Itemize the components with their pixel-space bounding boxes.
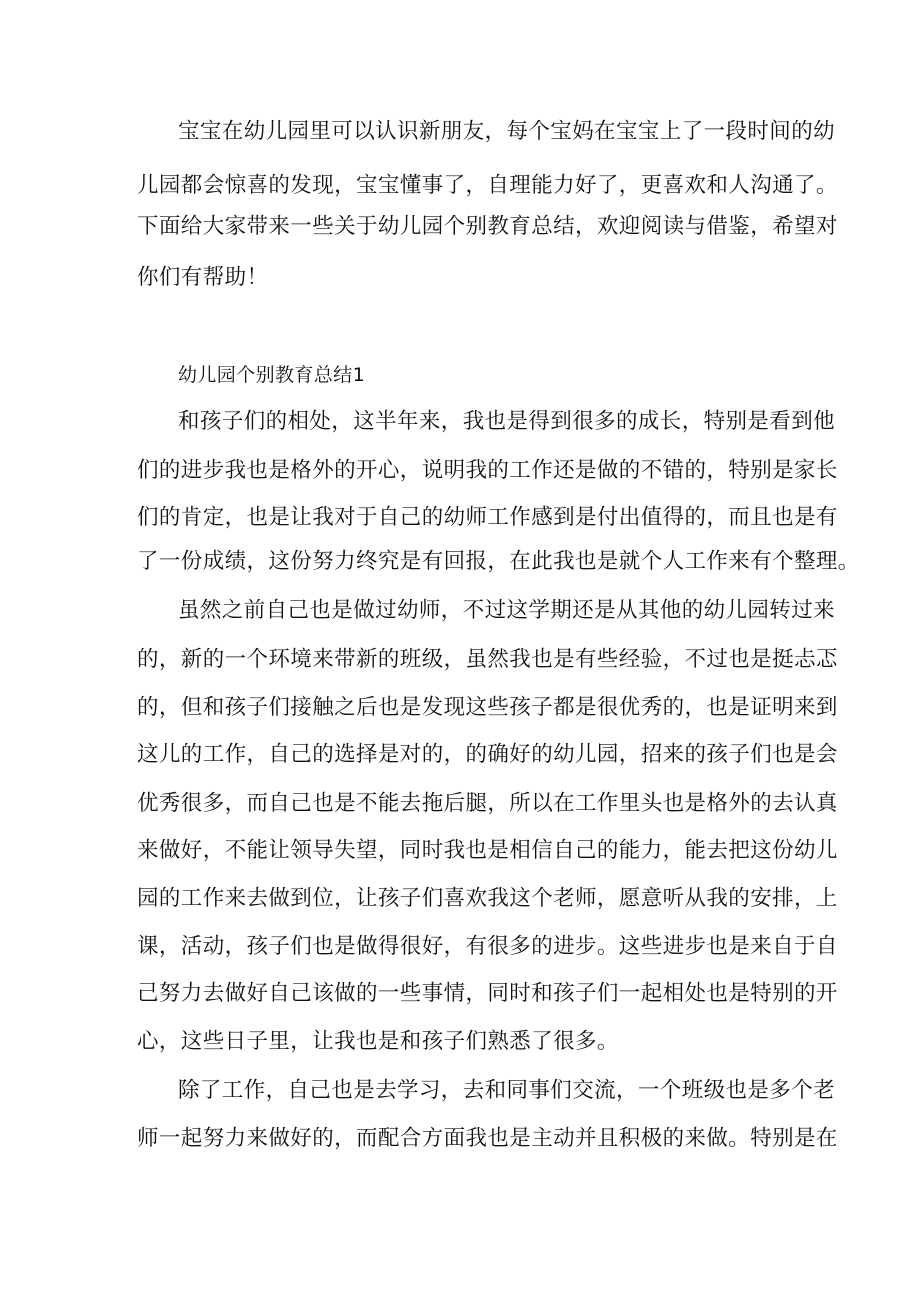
text-line: 们的进步我也是格外的开心，说明我的工作还是做的不错的，特别是家长 — [137, 458, 838, 483]
text-line: 的，新的一个环境来带新的班级，虽然我也是有些经验，不过也是挺忐忑 — [137, 647, 838, 672]
text-line: 下面给大家带来一些关于幼儿园个别教育总结，欢迎阅读与借鉴，希望对 — [137, 214, 838, 239]
text-line: 虽然之前自己也是做过幼师，不过这学期还是从其他的幼儿园转过来 — [178, 598, 836, 623]
text-line: 们的肯定，也是让我对于自己的幼师工作感到是付出值得的，而且也是有 — [137, 505, 838, 530]
text-line: 优秀很多，而自己也是不能去拖后腿，所以在工作里头也是格外的去认真 — [137, 791, 838, 816]
text-line: 的，但和孩子们接触之后也是发现这些孩子都是很优秀的，也是证明来到 — [137, 695, 838, 720]
text-line: 宝宝在幼儿园里可以认识新朋友，每个宝妈在宝宝上了一段时间的幼 — [178, 119, 836, 144]
text-line: 了一份成绩，这份努力终究是有回报，在此我也是就个人工作来有个整理。 — [137, 549, 860, 574]
section-title: 幼儿园个别教育总结1 — [178, 364, 366, 386]
text-line: 这儿的工作，自己的选择是对的，的确好的幼儿园，招来的孩子们也是会 — [137, 742, 838, 767]
text-line: 你们有帮助！ — [137, 265, 269, 290]
text-line: 来做好，不能让领导失望，同时我也是相信自己的能力，能去把这份幼儿 — [137, 838, 838, 863]
text-line: 己努力去做好自己该做的一些事情，同时和孩子们一起相处也是特别的开 — [137, 981, 838, 1006]
text-line: 儿园都会惊喜的发现，宝宝懂事了，自理能力好了，更喜欢和人沟通了。 — [137, 173, 838, 198]
text-line: 和孩子们的相处，这半年来，我也是得到很多的成长，特别是看到他 — [178, 409, 836, 434]
text-line: 师一起努力来做好的，而配合方面我也是主动并且积极的来做。特别是在 — [137, 1126, 838, 1151]
text-line: 除了工作，自己也是去学习，去和同事们交流，一个班级也是多个老 — [178, 1078, 836, 1103]
text-line: 心，这些日子里，让我也是和孩子们熟悉了很多。 — [137, 1029, 619, 1054]
text-line: 课，活动，孩子们也是做得很好，有很多的进步。这些进步也是来自于自 — [137, 934, 838, 959]
text-line: 园的工作来去做到位，让孩子们喜欢我这个老师，愿意听从我的安排，上 — [137, 886, 838, 911]
